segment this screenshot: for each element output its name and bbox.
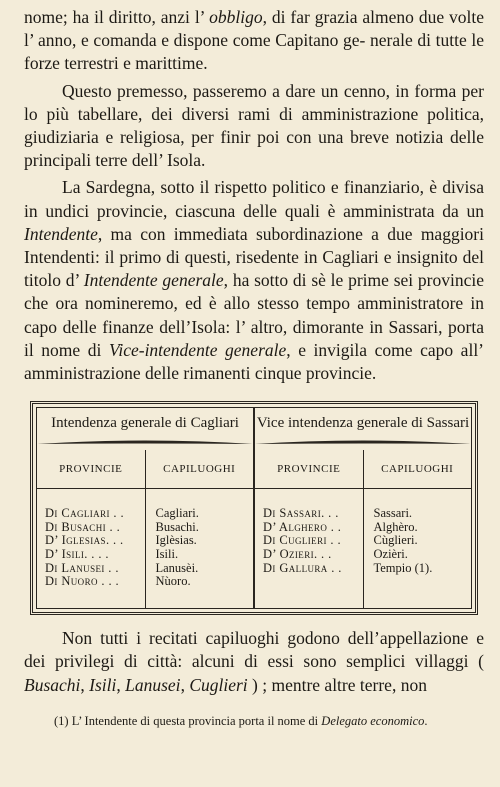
capital-list xyxy=(364,489,472,575)
capital-name: Nùoro. xyxy=(155,574,191,589)
column-header: PROVINCIE xyxy=(255,450,363,489)
paragraph-4 xyxy=(24,627,484,697)
province-name: D’ Alghero . . xyxy=(263,519,342,534)
sassari-section xyxy=(253,408,471,608)
capital-name: Busachi. xyxy=(155,519,199,534)
text-run: ) ; mentre altre terre, non xyxy=(247,674,427,695)
column-header: CAPILUOGHI xyxy=(146,450,254,489)
text-run: , di far grazia almeno xyxy=(262,7,414,27)
capital-name: Iglèsias. xyxy=(155,533,197,548)
capital-name: Ozièri. xyxy=(373,547,408,562)
paragraph-2: Questo premesso, passeremo a dare un cenno, in forma per lo più tabellare, dei diversi rami di amministrazione politica, giudiziaria e religiosa, per finir poi con una breve notizia delle principali terre dell’ Isola. xyxy=(24,80,484,171)
text-run: Non tutti i recitati capiluoghi godono dell’appellazione e dei privilegi di città: alcuni di essi sono semplici villaggi ( xyxy=(24,628,484,672)
text-run: , xyxy=(180,674,190,695)
italic-run: obbligo xyxy=(209,7,263,27)
section-title: Vice intendenza generale di Sassari xyxy=(256,415,470,432)
footnote-text: (1) L’ Intendente di questa provincia porta il nome di xyxy=(54,713,322,728)
ornamental-rule xyxy=(37,436,253,450)
column-header: PROVINCIE xyxy=(37,450,145,489)
capital-name: Lanusèi. xyxy=(155,560,199,575)
italic-run: Intendente xyxy=(24,223,98,244)
province-name: Di Cagliari . . xyxy=(45,506,124,521)
province-name: D’ Ozieri. . . xyxy=(263,547,332,562)
text-run: La Sardegna, sotto il rispetto politico e finanziario, è divisa in undici provincie, ciascuna delle quali è amministrata da un xyxy=(24,177,484,221)
text-run: , ha sotto di sè le prime sei provincie che ora nomineremo, ed è allo stesso tempo amministratore in capo delle finanze dell’Isola: l’ altro, dimorante in Sassari, porta il nome di xyxy=(24,270,484,360)
province-name: D’ Isili. . . . xyxy=(45,547,109,562)
province-name: Di Cuglieri . . xyxy=(263,533,341,548)
capital-list xyxy=(146,489,254,589)
italic-run: Vice-intendente generale xyxy=(108,339,287,360)
province-name: Di Busachi . . xyxy=(45,519,121,534)
province-name: Di Sassari. . . xyxy=(263,506,339,521)
capital-name: Sassari. xyxy=(373,506,413,521)
province-name: Di Gallura . . xyxy=(263,560,342,575)
italic-run: Busachi xyxy=(24,674,81,695)
footnote xyxy=(24,713,484,730)
text-run: due volte l’ anno, e comanda e dispone come Capitano ge- xyxy=(24,7,484,51)
text-run: nerale di tutte le forze terrestri e marittime. xyxy=(24,30,485,74)
province-name: D’ Iglesias. . . xyxy=(45,533,124,548)
footnote-italic: Delegato economico xyxy=(321,713,425,728)
italic-run: Cuglieri xyxy=(189,674,248,695)
text-run: , ma con immediata subordinazione a due maggiori Intendenti: il primo di questi, risedente in Cagliari e insignito del titolo d’ xyxy=(24,223,484,291)
text-run: nome; ha il diritto, anzi l’ xyxy=(24,7,210,27)
section-title: Intendenza generale di Cagliari xyxy=(51,415,239,432)
provinces-table xyxy=(30,401,478,615)
capital-name: Tempio (1). xyxy=(373,560,433,575)
province-name: Di Lanusei . . xyxy=(45,560,119,575)
italic-run: Isili xyxy=(89,674,117,695)
ornamental-rule xyxy=(255,436,471,450)
capital-name: Cagliari. xyxy=(155,506,199,521)
capital-name: Alghèro. xyxy=(373,519,418,534)
province-list xyxy=(255,489,363,575)
text-run: , xyxy=(80,674,90,695)
paragraph-1 xyxy=(24,6,484,76)
italic-run: Lanusei xyxy=(125,674,181,695)
capital-name: Isili. xyxy=(155,547,179,562)
italic-run: Intendente generale xyxy=(83,270,224,291)
province-name: Di Nuoro . . . xyxy=(45,574,120,589)
text-run: , e invigila come capo all’ amministrazione delle rimanenti cinque provincie. xyxy=(24,339,485,384)
province-list xyxy=(37,489,145,589)
column-header: CAPILUOGHI xyxy=(364,450,472,489)
paragraph-3 xyxy=(24,176,484,385)
footnote-text: . xyxy=(424,713,428,728)
cagliari-section xyxy=(37,408,253,608)
capital-name: Cùglieri. xyxy=(373,533,418,548)
text-run: , xyxy=(116,674,126,695)
